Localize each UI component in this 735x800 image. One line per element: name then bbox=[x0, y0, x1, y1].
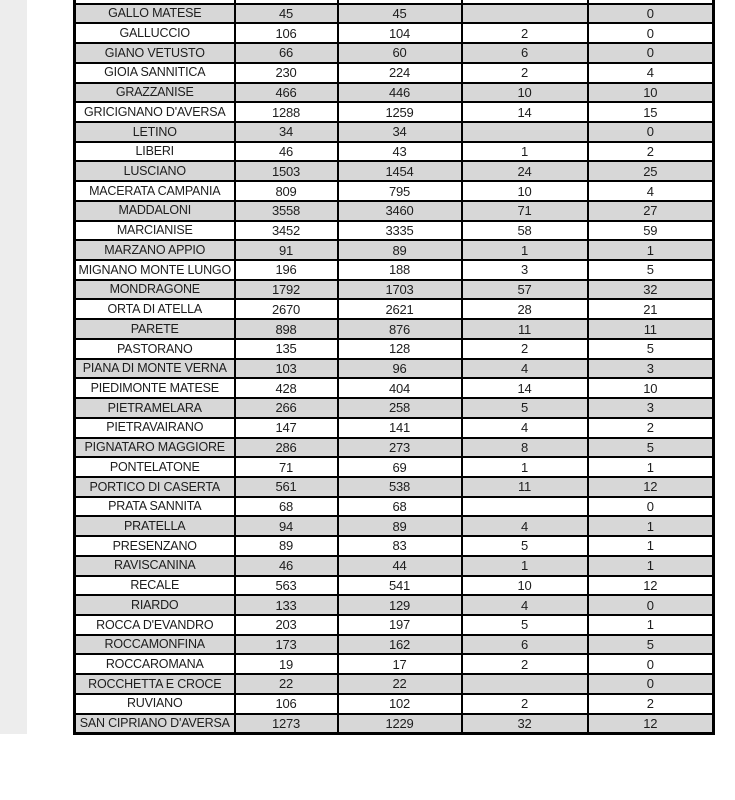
municipality-name-cell: LIBERI bbox=[75, 142, 235, 162]
value2-cell: 69 bbox=[338, 457, 462, 477]
municipality-name-cell: GALLUCCIO bbox=[75, 23, 235, 43]
value3-cell: 3 bbox=[462, 260, 588, 280]
value3-cell: 24 bbox=[462, 161, 588, 181]
municipality-name-cell: LETINO bbox=[75, 122, 235, 142]
municipality-name-cell: PRATELLA bbox=[75, 516, 235, 536]
value3-cell: 2 bbox=[462, 63, 588, 83]
value2-cell: 89 bbox=[338, 240, 462, 260]
value2-cell: 1454 bbox=[338, 161, 462, 181]
table-row bbox=[75, 635, 714, 655]
municipality-name-cell: PIETRAVAIRANO bbox=[75, 418, 235, 438]
value2-cell: 89 bbox=[338, 516, 462, 536]
value1-cell: 286 bbox=[235, 438, 338, 458]
value2-cell: 68 bbox=[338, 497, 462, 517]
table-row bbox=[75, 299, 714, 319]
value3-cell: 4 bbox=[462, 595, 588, 615]
table-row bbox=[75, 240, 714, 260]
value4-cell: 5 bbox=[588, 438, 714, 458]
value2-cell: 273 bbox=[338, 438, 462, 458]
value3-cell bbox=[462, 122, 588, 142]
value2-cell: 3335 bbox=[338, 221, 462, 241]
value2-cell: 22 bbox=[338, 674, 462, 694]
value4-cell: 12 bbox=[588, 576, 714, 596]
table-row bbox=[75, 142, 714, 162]
table-row bbox=[75, 714, 714, 734]
value4-cell: 4 bbox=[588, 63, 714, 83]
table-row bbox=[75, 556, 714, 576]
table-row bbox=[75, 122, 714, 142]
value4-cell: 1 bbox=[588, 516, 714, 536]
table-row bbox=[75, 595, 714, 615]
table-row bbox=[75, 201, 714, 221]
page-left-margin-strip bbox=[0, 0, 27, 734]
municipality-name-cell: ROCCAMONFINA bbox=[75, 635, 235, 655]
value3-cell: 5 bbox=[462, 398, 588, 418]
table-row bbox=[75, 280, 714, 300]
value1-cell: 196 bbox=[235, 260, 338, 280]
value2-cell: 129 bbox=[338, 595, 462, 615]
table-row bbox=[75, 221, 714, 241]
value1-cell: 45 bbox=[235, 4, 338, 24]
value1-cell: 3558 bbox=[235, 201, 338, 221]
value4-cell: 0 bbox=[588, 43, 714, 63]
value1-cell: 3452 bbox=[235, 221, 338, 241]
value3-cell: 57 bbox=[462, 280, 588, 300]
value2-cell: 538 bbox=[338, 477, 462, 497]
municipality-name-cell: LUSCIANO bbox=[75, 161, 235, 181]
value3-cell: 5 bbox=[462, 615, 588, 635]
value1-cell: 133 bbox=[235, 595, 338, 615]
municipality-name-cell: ROCCA D'EVANDRO bbox=[75, 615, 235, 635]
value1-cell: 466 bbox=[235, 83, 338, 103]
value4-cell: 2 bbox=[588, 142, 714, 162]
table-row bbox=[75, 576, 714, 596]
value3-cell: 28 bbox=[462, 299, 588, 319]
value1-cell: 809 bbox=[235, 181, 338, 201]
value4-cell: 0 bbox=[588, 23, 714, 43]
value1-cell: 428 bbox=[235, 378, 338, 398]
value1-cell: 135 bbox=[235, 339, 338, 359]
value1-cell: 103 bbox=[235, 359, 338, 379]
value2-cell: 162 bbox=[338, 635, 462, 655]
table-row bbox=[75, 477, 714, 497]
value3-cell: 8 bbox=[462, 438, 588, 458]
municipality-name-cell: PRATA SANNITA bbox=[75, 497, 235, 517]
municipality-name-cell: PORTICO DI CASERTA bbox=[75, 477, 235, 497]
value3-cell: 1 bbox=[462, 556, 588, 576]
value2-cell: 3460 bbox=[338, 201, 462, 221]
table-row bbox=[75, 161, 714, 181]
municipality-name-cell: PIANA DI MONTE VERNA bbox=[75, 359, 235, 379]
table-row bbox=[75, 43, 714, 63]
value1-cell: 68 bbox=[235, 497, 338, 517]
value3-cell: 10 bbox=[462, 576, 588, 596]
value1-cell: 1503 bbox=[235, 161, 338, 181]
value4-cell: 1 bbox=[588, 556, 714, 576]
value4-cell: 11 bbox=[588, 319, 714, 339]
table-row bbox=[75, 339, 714, 359]
value4-cell: 12 bbox=[588, 477, 714, 497]
value4-cell: 59 bbox=[588, 221, 714, 241]
value3-cell: 6 bbox=[462, 43, 588, 63]
value4-cell: 10 bbox=[588, 378, 714, 398]
municipality-name-cell: MACERATA CAMPANIA bbox=[75, 181, 235, 201]
value2-cell: 17 bbox=[338, 654, 462, 674]
value2-cell: 141 bbox=[338, 418, 462, 438]
value1-cell: 19 bbox=[235, 654, 338, 674]
table-row bbox=[75, 378, 714, 398]
value2-cell: 258 bbox=[338, 398, 462, 418]
value3-cell: 2 bbox=[462, 694, 588, 714]
value1-cell: 94 bbox=[235, 516, 338, 536]
value4-cell: 0 bbox=[588, 4, 714, 24]
municipality-name-cell: SAN CIPRIANO D'AVERSA bbox=[75, 714, 235, 734]
value4-cell: 21 bbox=[588, 299, 714, 319]
value3-cell: 6 bbox=[462, 635, 588, 655]
value3-cell: 1 bbox=[462, 457, 588, 477]
value2-cell: 446 bbox=[338, 83, 462, 103]
table-row bbox=[75, 418, 714, 438]
value2-cell: 96 bbox=[338, 359, 462, 379]
value1-cell: 71 bbox=[235, 457, 338, 477]
municipalities-table bbox=[73, 0, 715, 735]
value3-cell: 10 bbox=[462, 181, 588, 201]
value3-cell: 1 bbox=[462, 240, 588, 260]
value2-cell: 83 bbox=[338, 536, 462, 556]
value4-cell: 4 bbox=[588, 181, 714, 201]
table-row bbox=[75, 23, 714, 43]
table-row bbox=[75, 497, 714, 517]
value2-cell: 404 bbox=[338, 378, 462, 398]
table-row bbox=[75, 181, 714, 201]
value1-cell: 1273 bbox=[235, 714, 338, 734]
table-row bbox=[75, 319, 714, 339]
municipality-name-cell: RECALE bbox=[75, 576, 235, 596]
value2-cell: 43 bbox=[338, 142, 462, 162]
value1-cell: 22 bbox=[235, 674, 338, 694]
value2-cell: 102 bbox=[338, 694, 462, 714]
value2-cell: 876 bbox=[338, 319, 462, 339]
municipality-name-cell: PASTORANO bbox=[75, 339, 235, 359]
table-row bbox=[75, 438, 714, 458]
value4-cell: 2 bbox=[588, 418, 714, 438]
value3-cell: 2 bbox=[462, 654, 588, 674]
municipalities-table-body bbox=[75, 0, 714, 734]
value2-cell: 224 bbox=[338, 63, 462, 83]
table-row bbox=[75, 674, 714, 694]
table-row bbox=[75, 536, 714, 556]
value4-cell: 0 bbox=[588, 122, 714, 142]
value3-cell: 1 bbox=[462, 142, 588, 162]
value4-cell: 0 bbox=[588, 595, 714, 615]
municipality-name-cell: MADDALONI bbox=[75, 201, 235, 221]
table-row bbox=[75, 260, 714, 280]
value2-cell: 1259 bbox=[338, 102, 462, 122]
value2-cell: 128 bbox=[338, 339, 462, 359]
value3-cell: 58 bbox=[462, 221, 588, 241]
value3-cell: 11 bbox=[462, 319, 588, 339]
value1-cell: 147 bbox=[235, 418, 338, 438]
municipality-name-cell: MARZANO APPIO bbox=[75, 240, 235, 260]
municipality-name-cell: GRAZZANISE bbox=[75, 83, 235, 103]
value1-cell: 266 bbox=[235, 398, 338, 418]
municipality-name-cell: MONDRAGONE bbox=[75, 280, 235, 300]
municipality-name-cell: ORTA DI ATELLA bbox=[75, 299, 235, 319]
municipality-name-cell: GIANO VETUSTO bbox=[75, 43, 235, 63]
value3-cell: 32 bbox=[462, 714, 588, 734]
value1-cell: 563 bbox=[235, 576, 338, 596]
value2-cell: 795 bbox=[338, 181, 462, 201]
value3-cell bbox=[462, 4, 588, 24]
municipality-name-cell: RIARDO bbox=[75, 595, 235, 615]
value1-cell: 106 bbox=[235, 23, 338, 43]
value4-cell: 15 bbox=[588, 102, 714, 122]
value1-cell: 1792 bbox=[235, 280, 338, 300]
value3-cell: 4 bbox=[462, 359, 588, 379]
value3-cell: 5 bbox=[462, 536, 588, 556]
value3-cell: 4 bbox=[462, 418, 588, 438]
municipality-name-cell: ROCCAROMANA bbox=[75, 654, 235, 674]
value1-cell: 230 bbox=[235, 63, 338, 83]
value3-cell: 10 bbox=[462, 83, 588, 103]
municipality-name-cell: MIGNANO MONTE LUNGO bbox=[75, 260, 235, 280]
municipality-name-cell: PIETRAMELARA bbox=[75, 398, 235, 418]
value4-cell: 2 bbox=[588, 694, 714, 714]
value4-cell: 27 bbox=[588, 201, 714, 221]
value4-cell: 10 bbox=[588, 83, 714, 103]
value4-cell: 32 bbox=[588, 280, 714, 300]
value1-cell: 2670 bbox=[235, 299, 338, 319]
table-row bbox=[75, 63, 714, 83]
value4-cell: 3 bbox=[588, 359, 714, 379]
municipality-name-cell: GIOIA SANNITICA bbox=[75, 63, 235, 83]
value3-cell bbox=[462, 674, 588, 694]
table-row bbox=[75, 83, 714, 103]
table-row bbox=[75, 615, 714, 635]
table-row bbox=[75, 398, 714, 418]
value3-cell: 2 bbox=[462, 339, 588, 359]
value1-cell: 91 bbox=[235, 240, 338, 260]
table-row bbox=[75, 4, 714, 24]
municipality-name-cell: GALLO MATESE bbox=[75, 4, 235, 24]
value1-cell: 561 bbox=[235, 477, 338, 497]
municipality-name-cell: PIGNATARO MAGGIORE bbox=[75, 438, 235, 458]
municipality-name-cell: GRICIGNANO D'AVERSA bbox=[75, 102, 235, 122]
value1-cell: 1288 bbox=[235, 102, 338, 122]
value3-cell bbox=[462, 497, 588, 517]
municipality-name-cell: ROCCHETTA E CROCE bbox=[75, 674, 235, 694]
table-row bbox=[75, 694, 714, 714]
municipality-name-cell: PRESENZANO bbox=[75, 536, 235, 556]
value2-cell: 1229 bbox=[338, 714, 462, 734]
value2-cell: 45 bbox=[338, 4, 462, 24]
value2-cell: 2621 bbox=[338, 299, 462, 319]
value4-cell: 5 bbox=[588, 635, 714, 655]
value4-cell: 1 bbox=[588, 240, 714, 260]
value1-cell: 203 bbox=[235, 615, 338, 635]
table-row bbox=[75, 457, 714, 477]
value2-cell: 1703 bbox=[338, 280, 462, 300]
value2-cell: 44 bbox=[338, 556, 462, 576]
value4-cell: 25 bbox=[588, 161, 714, 181]
value2-cell: 197 bbox=[338, 615, 462, 635]
value3-cell: 14 bbox=[462, 102, 588, 122]
value4-cell: 0 bbox=[588, 497, 714, 517]
value1-cell: 66 bbox=[235, 43, 338, 63]
value1-cell: 89 bbox=[235, 536, 338, 556]
value4-cell: 5 bbox=[588, 260, 714, 280]
value3-cell: 11 bbox=[462, 477, 588, 497]
value1-cell: 46 bbox=[235, 556, 338, 576]
value1-cell: 173 bbox=[235, 635, 338, 655]
value4-cell: 5 bbox=[588, 339, 714, 359]
municipality-name-cell: MARCIANISE bbox=[75, 221, 235, 241]
value2-cell: 541 bbox=[338, 576, 462, 596]
value1-cell: 898 bbox=[235, 319, 338, 339]
value1-cell: 106 bbox=[235, 694, 338, 714]
value3-cell: 2 bbox=[462, 23, 588, 43]
value1-cell: 34 bbox=[235, 122, 338, 142]
table-row bbox=[75, 102, 714, 122]
table-row bbox=[75, 359, 714, 379]
table-row bbox=[75, 654, 714, 674]
value4-cell: 12 bbox=[588, 714, 714, 734]
value4-cell: 1 bbox=[588, 615, 714, 635]
value4-cell: 1 bbox=[588, 457, 714, 477]
table-row bbox=[75, 516, 714, 536]
value3-cell: 4 bbox=[462, 516, 588, 536]
value1-cell: 46 bbox=[235, 142, 338, 162]
municipality-name-cell: RAVISCANINA bbox=[75, 556, 235, 576]
value3-cell: 14 bbox=[462, 378, 588, 398]
value4-cell: 1 bbox=[588, 536, 714, 556]
value2-cell: 188 bbox=[338, 260, 462, 280]
municipality-name-cell: PONTELATONE bbox=[75, 457, 235, 477]
value4-cell: 0 bbox=[588, 654, 714, 674]
value2-cell: 34 bbox=[338, 122, 462, 142]
value2-cell: 104 bbox=[338, 23, 462, 43]
value3-cell: 71 bbox=[462, 201, 588, 221]
value2-cell: 60 bbox=[338, 43, 462, 63]
value4-cell: 0 bbox=[588, 674, 714, 694]
municipality-name-cell: PIEDIMONTE MATESE bbox=[75, 378, 235, 398]
value4-cell: 3 bbox=[588, 398, 714, 418]
municipality-name-cell: PARETE bbox=[75, 319, 235, 339]
municipality-name-cell: RUVIANO bbox=[75, 694, 235, 714]
